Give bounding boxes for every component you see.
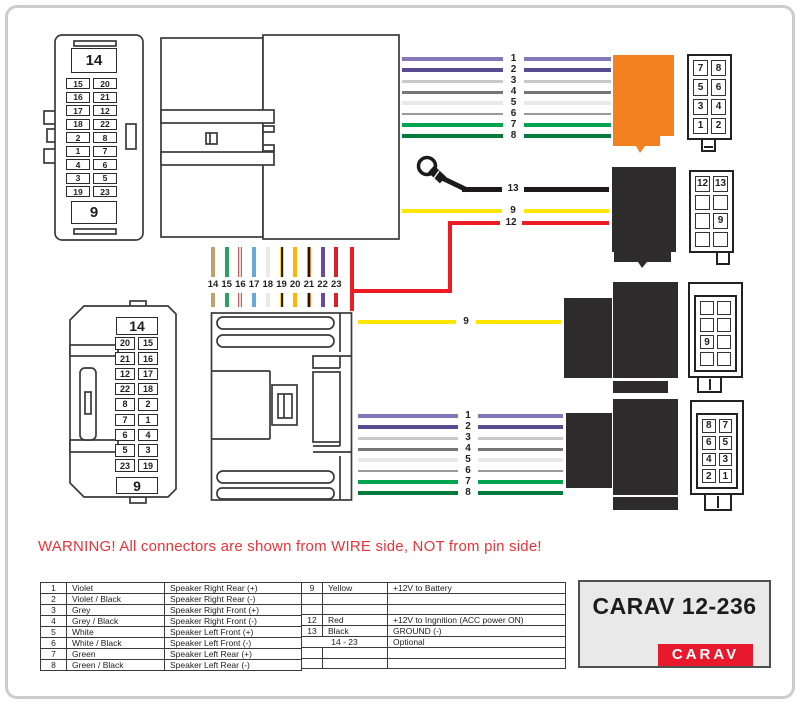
table-row	[302, 615, 566, 626]
pin-cell-blank	[700, 301, 714, 315]
pin-cell-9: 9	[713, 213, 728, 229]
wire-number: 2	[510, 64, 517, 75]
wire-segment	[293, 247, 297, 277]
pin-cell-1: 1	[719, 469, 733, 483]
pin-9: 9	[116, 477, 158, 494]
pin-6: 6	[115, 429, 135, 442]
table-row	[302, 583, 566, 594]
table-cell	[323, 658, 388, 669]
table-row	[41, 583, 302, 594]
wire-segment	[402, 57, 503, 61]
table-cell: Green	[67, 649, 165, 660]
table-row	[41, 594, 302, 605]
pin-15: 15	[66, 78, 90, 89]
power-wire-table	[301, 582, 566, 669]
table-cell: +12V to Battery	[388, 583, 566, 594]
table-cell: Speaker Right Front (+)	[165, 605, 302, 616]
product-model: CARAV 12-236	[592, 593, 757, 619]
wire-number: 23	[331, 279, 342, 290]
pin-cell-8: 8	[702, 419, 716, 433]
pin-3: 3	[66, 173, 90, 184]
table-cell: 1	[41, 583, 67, 594]
table-cell: White / Black	[67, 638, 165, 649]
wire-segment	[402, 80, 503, 83]
wire-segment	[358, 458, 458, 462]
wire-number: 4	[510, 86, 517, 97]
table-cell	[323, 594, 388, 605]
wire-segment	[280, 247, 284, 277]
pin-diagram-tab	[704, 493, 732, 511]
wire-number: 3	[510, 75, 517, 86]
wire-battery-9	[402, 205, 609, 217]
table-cell: 2	[41, 594, 67, 605]
head-unit-connector-pinout-bottom	[114, 317, 160, 495]
table-cell: Speaker Left Rear (-)	[165, 660, 302, 671]
table-cell: 9	[302, 583, 323, 594]
wire-number: 21	[303, 279, 315, 290]
pin-12: 12	[93, 105, 117, 116]
table-row	[302, 637, 566, 648]
table-row	[41, 660, 302, 671]
pin-7: 7	[115, 414, 135, 427]
pin-14: 14	[71, 48, 117, 73]
wire-segment	[524, 187, 609, 192]
pin-cell-5: 5	[719, 436, 733, 450]
wire-segment	[478, 425, 563, 429]
pin-1: 1	[138, 414, 158, 427]
wire-segment	[478, 448, 563, 451]
wire-number: 9	[463, 316, 469, 327]
pin-cell-8: 8	[711, 60, 726, 76]
table-cell	[388, 658, 566, 669]
wire-segment	[478, 458, 563, 462]
table-cell: Yellow	[323, 583, 388, 594]
pin-cell-1: 1	[693, 118, 708, 134]
pin-cell-12: 12	[695, 176, 710, 192]
pin-cell-blank	[700, 352, 714, 366]
antenna-connector-black	[564, 282, 678, 393]
pin-4: 4	[66, 159, 90, 170]
pin-cell-2: 2	[702, 469, 716, 483]
pin-cell-blank	[695, 213, 710, 229]
table-cell	[388, 604, 566, 615]
pin-cell-blank	[717, 335, 731, 349]
pin-19: 19	[138, 459, 158, 472]
wire-segment	[358, 414, 458, 418]
optional-wire-21	[302, 247, 316, 307]
pin-9: 9	[71, 201, 117, 224]
iso-speaker-connector-black	[566, 399, 678, 510]
pin-21: 21	[93, 92, 117, 103]
wire-segment	[266, 293, 270, 307]
table-cell	[302, 604, 323, 615]
wire-segment	[524, 80, 611, 83]
wire-segment	[252, 247, 256, 277]
pin-5: 5	[115, 444, 135, 457]
wire-ground-13	[462, 183, 609, 195]
table-row	[41, 638, 302, 649]
pin-cell-blank	[717, 318, 731, 332]
pin-cell-2: 2	[711, 118, 726, 134]
pin-diagram-tab	[716, 251, 730, 265]
table-cell: Violet	[67, 583, 165, 594]
wire-segment	[478, 480, 563, 484]
wire-segment	[358, 320, 456, 324]
wire-segment	[478, 491, 563, 495]
table-cell: Speaker Right Rear (+)	[165, 583, 302, 594]
table-cell: 12	[302, 615, 323, 626]
pin-diagram-speaker	[696, 413, 738, 489]
warning-text: WARNING! All connectors are shown from WIRE side, NOT from pin side!	[38, 538, 542, 555]
wire-segment	[402, 209, 502, 213]
pin-4: 4	[138, 429, 158, 442]
wire-number: 7	[510, 119, 517, 130]
optional-wire-20	[288, 247, 302, 307]
pin-cell-7: 7	[719, 419, 733, 433]
table-cell: Speaker Left Front (+)	[165, 627, 302, 638]
pin-cell-7: 7	[693, 60, 708, 76]
optional-wire-18	[261, 247, 275, 307]
wire-number: 4	[465, 443, 471, 454]
wire-segment	[211, 293, 215, 307]
wire-segment	[524, 91, 611, 94]
table-cell: +12V to Ingnition (ACC power ON)	[388, 615, 566, 626]
pin-cell-9: 9	[700, 335, 714, 349]
pin-diagram-iso-power-mid	[689, 170, 734, 253]
table-cell: 3	[41, 605, 67, 616]
pin-cell-blank	[695, 232, 710, 248]
speaker-wire-table	[40, 582, 302, 671]
wire-number: 3	[465, 432, 471, 443]
pin-17: 17	[66, 105, 90, 116]
table-row	[41, 605, 302, 616]
pin-8: 8	[115, 398, 135, 411]
wire-8	[402, 130, 611, 142]
wire-number: 12	[505, 217, 517, 228]
optional-wire-17	[247, 247, 261, 307]
wire-number: 14	[207, 279, 219, 290]
table-cell: Speaker Left Rear (+)	[165, 649, 302, 660]
wire-segment	[524, 123, 611, 127]
table-cell: 13	[302, 626, 323, 637]
optional-wire-22	[316, 247, 330, 307]
wire-segment	[524, 209, 609, 213]
pin-cell-6: 6	[711, 79, 726, 95]
wire-segment	[402, 68, 503, 72]
wire-number: 6	[465, 465, 471, 476]
wire-segment	[238, 293, 242, 307]
pin-19: 19	[66, 186, 90, 197]
table-cell: Black	[323, 626, 388, 637]
brand-panel	[578, 580, 771, 668]
pin-15: 15	[138, 337, 158, 350]
wire-8	[358, 487, 563, 499]
wire-segment	[321, 293, 325, 307]
table-row	[41, 649, 302, 660]
pin-1: 1	[66, 146, 90, 157]
table-cell: Grey	[67, 605, 165, 616]
table-cell	[323, 604, 388, 615]
table-cell	[388, 648, 566, 659]
wire-segment	[307, 293, 311, 307]
wire-segment	[402, 134, 503, 138]
wire-segment	[307, 247, 311, 277]
pin-22: 22	[93, 119, 117, 130]
table-cell	[323, 648, 388, 659]
pin-diagram-antenna	[694, 295, 737, 372]
pin-cell-3: 3	[719, 453, 733, 467]
optional-wire-14	[206, 247, 220, 307]
pin-16: 16	[66, 92, 90, 103]
table-cell: Violet / Black	[67, 594, 165, 605]
wire-segment	[402, 123, 503, 127]
table-cell: Optional	[388, 637, 566, 648]
pin-cell-blank	[717, 301, 731, 315]
carav-logo: CARAV	[658, 644, 753, 666]
table-cell: Grey / Black	[67, 616, 165, 627]
pin-diagram-speaker-outer	[690, 400, 744, 495]
table-cell	[388, 594, 566, 605]
table-row	[302, 626, 566, 637]
pin-diagram-iso-power-top	[687, 54, 732, 140]
pin-2: 2	[66, 132, 90, 143]
wire-segment	[522, 221, 609, 225]
table-cell: 14 - 23	[302, 637, 388, 648]
pin-12: 12	[115, 368, 135, 381]
pin-diagram-tab	[701, 138, 716, 152]
wire-segment	[334, 247, 338, 277]
wire-segment	[358, 437, 458, 440]
wire-segment	[478, 437, 563, 440]
wire-battery-9-lower	[358, 316, 561, 328]
wire-segment	[478, 414, 563, 418]
wire-number: 1	[465, 410, 471, 421]
wire-number: 8	[465, 487, 471, 498]
wire-number: 8	[510, 130, 517, 141]
wire-segment	[358, 448, 458, 451]
wire-segment	[321, 247, 325, 277]
table-cell: 7	[41, 649, 67, 660]
table-cell: 5	[41, 627, 67, 638]
pin-20: 20	[93, 78, 117, 89]
pin-cell-blank	[700, 318, 714, 332]
wire-segment	[476, 320, 561, 324]
table-row	[302, 604, 566, 615]
pin-23: 23	[115, 459, 135, 472]
wire-number: 5	[465, 454, 471, 465]
iso-power-connector-black	[612, 167, 676, 268]
wire-segment	[358, 470, 458, 472]
wire-number: 7	[465, 476, 471, 487]
optional-wire-23	[329, 247, 343, 307]
table-cell	[302, 648, 323, 659]
wire-segment	[524, 101, 611, 105]
wire-segment	[402, 113, 503, 115]
pin-cell-blank	[695, 195, 710, 211]
table-row	[41, 627, 302, 638]
wire-segment	[252, 293, 256, 307]
quadlock-connector-bottom-outline	[212, 313, 352, 500]
wire-segment	[524, 113, 611, 115]
wire-segment	[524, 57, 611, 61]
table-row	[302, 648, 566, 659]
pin-cell-blank	[717, 352, 731, 366]
pin-3: 3	[138, 444, 158, 457]
table-cell: 6	[41, 638, 67, 649]
pin-cell-blank	[713, 232, 728, 248]
pin-18: 18	[66, 119, 90, 130]
table-cell: 8	[41, 660, 67, 671]
wire-number: 16	[235, 279, 246, 290]
wire-segment	[450, 221, 500, 225]
table-cell: White	[67, 627, 165, 638]
pin-23: 23	[93, 186, 117, 197]
pin-cell-3: 3	[693, 99, 708, 115]
iso-power-connector-orange	[613, 55, 674, 153]
wire-segment	[462, 187, 502, 192]
ground-ring-terminal	[419, 158, 468, 191]
wire-segment	[266, 247, 270, 277]
wire-ignition-12	[450, 217, 609, 229]
head-unit-connector-pinout-top	[64, 48, 120, 228]
wire-number: 20	[289, 279, 301, 290]
wire-number: 19	[276, 279, 287, 290]
wire-segment	[402, 91, 503, 94]
table-row	[302, 658, 566, 669]
wire-number: 13	[507, 183, 519, 194]
wire-number: 2	[465, 421, 471, 432]
pin-cell-13: 13	[713, 176, 728, 192]
optional-wire-16	[233, 247, 247, 307]
table-cell: GROUND (-)	[388, 626, 566, 637]
wire-segment	[358, 491, 458, 495]
pin-7: 7	[93, 146, 117, 157]
table-cell: Speaker Left Front (-)	[165, 638, 302, 649]
wire-segment	[280, 293, 284, 307]
wire-segment	[293, 293, 297, 307]
pin-cell-6: 6	[702, 436, 716, 450]
pin-cell-5: 5	[693, 79, 708, 95]
wire-number: 18	[262, 279, 274, 290]
pin-20: 20	[115, 337, 135, 350]
wire-segment	[524, 134, 611, 138]
wire-number: 22	[317, 279, 328, 290]
wire-segment	[478, 470, 563, 472]
table-row	[41, 616, 302, 627]
optional-wire-19	[275, 247, 289, 307]
optional-wire-15	[220, 247, 234, 307]
wire-number: 5	[510, 97, 517, 108]
wire-segment	[334, 293, 338, 307]
pin-21: 21	[115, 352, 135, 365]
table-cell: 4	[41, 616, 67, 627]
pin-6: 6	[93, 159, 117, 170]
wire-number: 1	[510, 53, 517, 64]
wire-segment	[225, 293, 229, 307]
wire-segment	[225, 247, 229, 277]
table-cell	[302, 594, 323, 605]
pin-cell-blank	[713, 195, 728, 211]
wire-segment	[524, 68, 611, 72]
table-cell: Green / Black	[67, 660, 165, 671]
wire-segment	[358, 480, 458, 484]
wire-number: 15	[221, 279, 232, 290]
pin-cell-4: 4	[702, 453, 716, 467]
pin-18: 18	[138, 383, 158, 396]
pin-16: 16	[138, 352, 158, 365]
wire-number: 17	[248, 279, 260, 290]
pin-8: 8	[93, 132, 117, 143]
pin-22: 22	[115, 383, 135, 396]
table-row	[302, 594, 566, 605]
quadlock-connector-top-outline	[161, 35, 399, 239]
wire-number: 9	[510, 205, 516, 216]
pin-diagram-tab	[697, 376, 722, 393]
pin-17: 17	[138, 368, 158, 381]
table-cell: Speaker Right Front (-)	[165, 616, 302, 627]
wire-segment	[402, 101, 503, 105]
table-cell	[302, 658, 323, 669]
pin-2: 2	[138, 398, 158, 411]
pin-diagram-antenna-outer	[688, 282, 743, 378]
wire-segment	[211, 247, 215, 277]
table-cell: Speaker Right Rear (-)	[165, 594, 302, 605]
pin-5: 5	[93, 173, 117, 184]
table-cell: Red	[323, 615, 388, 626]
pin-cell-4: 4	[711, 99, 726, 115]
wire-segment	[238, 247, 242, 277]
wire-number: 6	[510, 108, 517, 119]
wire-segment	[358, 425, 458, 429]
pin-14: 14	[116, 317, 158, 335]
